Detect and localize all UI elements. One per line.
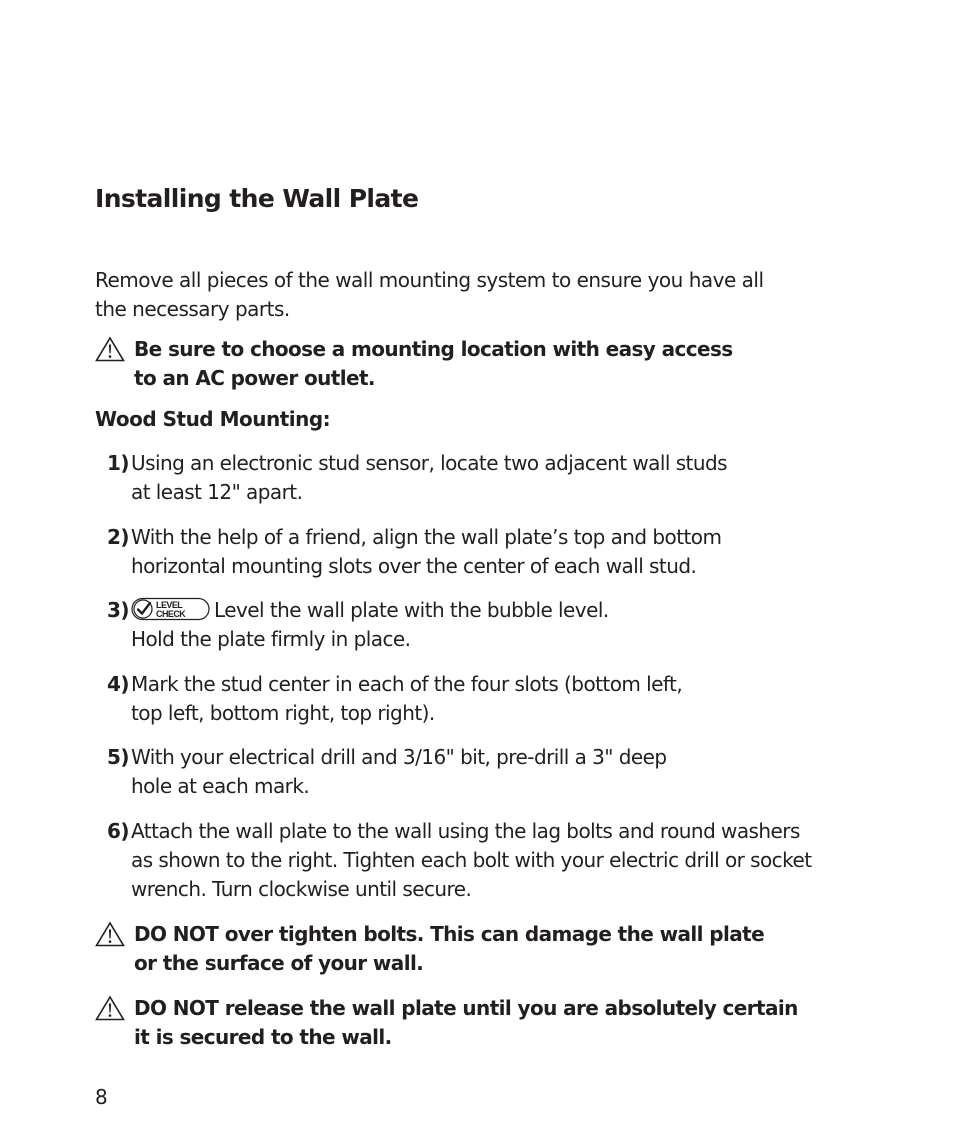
level-check-line1: LEVEL: [156, 600, 183, 610]
step-number: 2): [107, 525, 129, 549]
warning-line: or the surface of your wall.: [134, 951, 424, 975]
section-heading: Wood Stud Mounting:: [95, 407, 331, 431]
level-check-line2: CHECK: [156, 609, 186, 619]
warning-text: [134, 994, 855, 1052]
step-line: Using an electronic stud sensor, locate two adjacent wall studs: [131, 451, 727, 475]
level-check-icon: [131, 597, 211, 621]
step-text: [131, 523, 867, 581]
warning-line: it is secured to the wall.: [134, 1025, 392, 1049]
warning-text: [134, 920, 855, 978]
step-1: [107, 449, 867, 507]
step-text: [131, 743, 867, 801]
step-text: [131, 817, 867, 904]
step-line: wrench. Turn clockwise until secure.: [131, 877, 472, 901]
step-line: Hold the plate firmly in place.: [131, 627, 411, 651]
intro-paragraph: [95, 266, 795, 324]
step-line: [131, 596, 867, 625]
step-line-text: Level the wall plate with the bubble level.: [214, 598, 609, 622]
warning-triangle-icon: [95, 995, 125, 1021]
warning-line: DO NOT release the wall plate until you are absolutely certain: [134, 996, 798, 1020]
step-text: [131, 670, 867, 728]
page-title: Installing the Wall Plate: [95, 184, 419, 213]
intro-line: Remove all pieces of the wall mounting system to ensure you have all: [95, 268, 764, 292]
step-line: hole at each mark.: [131, 774, 310, 798]
step-line: Attach the wall plate to the wall using the lag bolts and round washers: [131, 819, 800, 843]
page-number: 8: [95, 1085, 108, 1109]
intro-line: the necessary parts.: [95, 297, 290, 321]
warning-triangle-icon: [95, 921, 125, 947]
step-4: [107, 670, 867, 728]
step-line: top left, bottom right, top right).: [131, 701, 435, 725]
warning-line: DO NOT over tighten bolts. This can damage the wall plate: [134, 922, 765, 946]
step-6: [107, 817, 867, 904]
step-2: [107, 523, 867, 581]
step-number: 1): [107, 451, 129, 475]
step-line: With the help of a friend, align the wall plate’s top and bottom: [131, 525, 722, 549]
step-3: [107, 596, 867, 654]
warning-line: to an AC power outlet.: [134, 366, 375, 390]
step-5: [107, 743, 867, 801]
warning-release: [95, 994, 855, 1052]
step-text: [131, 449, 867, 507]
step-line: With your electrical drill and 3/16" bit, pre-drill a 3" deep: [131, 745, 667, 769]
step-text: [131, 596, 867, 654]
step-number: 4): [107, 672, 129, 696]
step-line: as shown to the right. Tighten each bolt with your electric drill or socket: [131, 848, 812, 872]
step-line: horizontal mounting slots over the center of each wall stud.: [131, 554, 697, 578]
warning-text: [134, 335, 855, 393]
warning-triangle-icon: [95, 336, 125, 362]
step-number: 5): [107, 745, 129, 769]
step-line: at least 12" apart.: [131, 480, 303, 504]
step-line: Mark the stud center in each of the four slots (bottom left,: [131, 672, 683, 696]
warning-over-tighten: [95, 920, 855, 978]
warning-line: Be sure to choose a mounting location with easy access: [134, 337, 733, 361]
step-number: 3): [107, 598, 129, 622]
step-number: 6): [107, 819, 129, 843]
warning-power-outlet: [95, 335, 855, 393]
